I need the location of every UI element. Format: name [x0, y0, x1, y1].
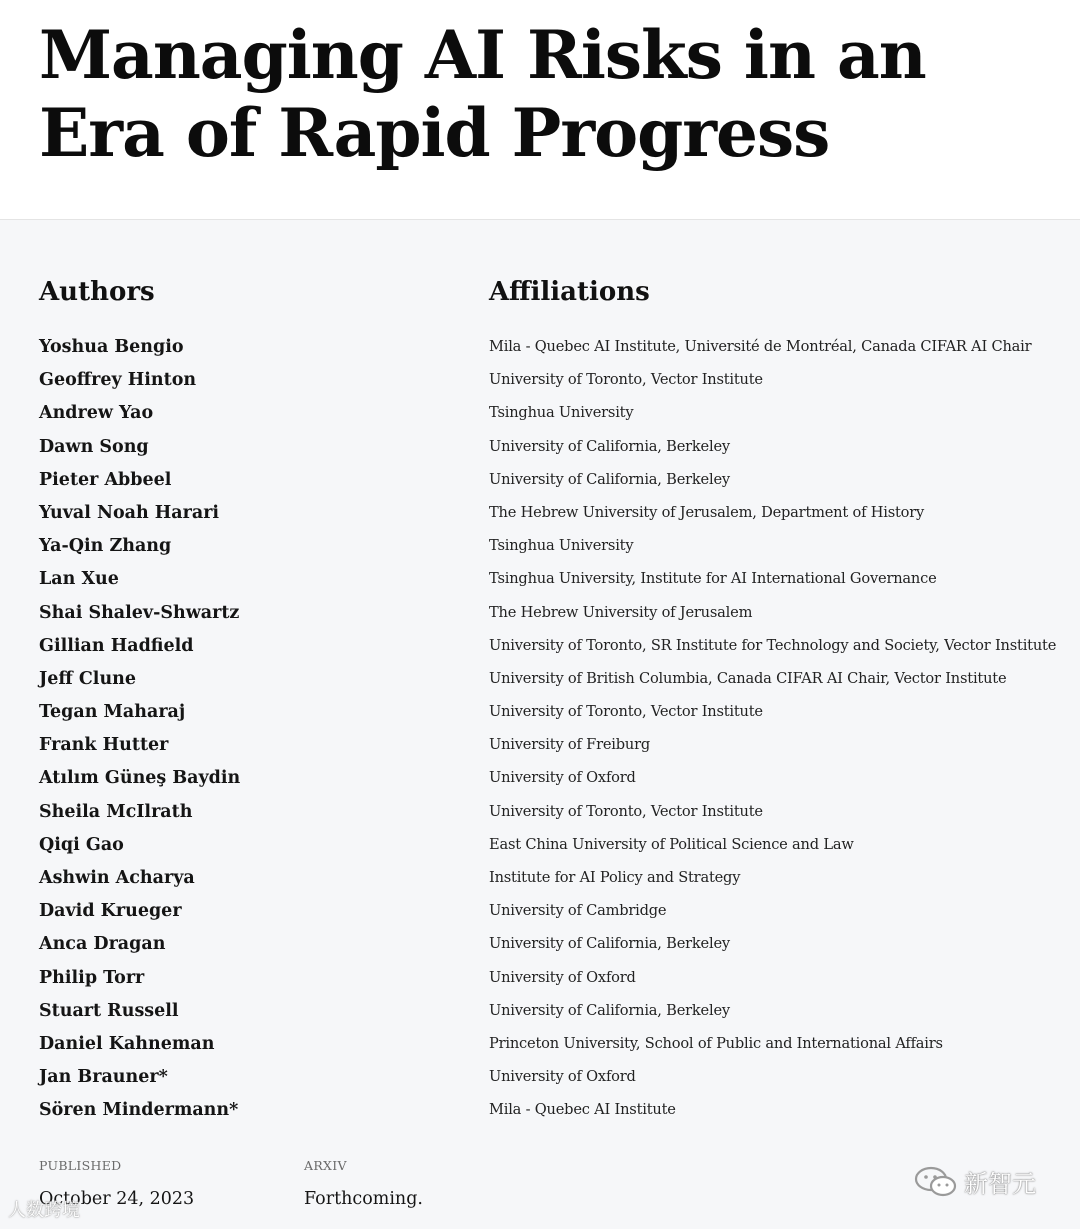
author-row [0, 501, 1080, 534]
author-affiliation: The Hebrew University of Jerusalem, Department of History [489, 503, 925, 521]
author-affiliation: University of Toronto, Vector Institute [489, 802, 763, 820]
author-affiliation: University of California, Berkeley [489, 470, 730, 488]
author-row [0, 932, 1080, 965]
author-affiliation: Mila - Quebec AI Institute [489, 1101, 676, 1119]
author-name: Shai Shalev-Shwartz [39, 602, 240, 623]
author-name: Frank Hutter [39, 735, 169, 756]
author-row [0, 1098, 1080, 1131]
author-row [0, 733, 1080, 766]
author-name: Qiqi Gao [39, 834, 124, 855]
author-list [0, 335, 1080, 1132]
author-affiliation: University of Oxford [489, 968, 636, 986]
author-row [0, 866, 1080, 899]
author-row [0, 899, 1080, 932]
watermark-right [912, 1164, 1036, 1199]
affiliations-heading: Affiliations [489, 277, 650, 307]
author-name: Tegan Maharaj [39, 702, 186, 723]
authors-heading: Authors [39, 277, 155, 307]
published-label: PUBLISHED [39, 1158, 122, 1173]
author-affiliation: University of Oxford [489, 1068, 636, 1086]
author-row [0, 966, 1080, 999]
author-name: Ya-Qin Zhang [39, 536, 172, 557]
author-affiliation: Tsinghua University [489, 537, 634, 555]
arxiv-value: Forthcoming. [304, 1189, 423, 1209]
page-title [39, 16, 1069, 172]
author-row [0, 667, 1080, 700]
author-name: Sheila McIlrath [39, 801, 193, 822]
author-row [0, 1065, 1080, 1098]
author-row [0, 435, 1080, 468]
author-name: Andrew Yao [39, 403, 154, 424]
author-affiliation: University of California, Berkeley [489, 935, 730, 953]
main-content [0, 220, 1080, 1229]
author-affiliation: The Hebrew University of Jerusalem [489, 603, 753, 621]
wechat-icon [912, 1165, 960, 1199]
author-name: Yuval Noah Harari [39, 502, 220, 523]
author-affiliation: University of Oxford [489, 769, 636, 787]
author-name: Anca Dragan [39, 934, 166, 955]
author-name: Lan Xue [39, 569, 119, 590]
author-row [0, 700, 1080, 733]
author-name: Yoshua Bengio [39, 337, 184, 357]
author-affiliation: University of Freiburg [489, 736, 651, 754]
watermark-left: 人数跨境 [8, 1200, 80, 1221]
author-affiliation: University of Toronto, SR Institute for Technology and Society, Vector Institute [489, 636, 1057, 654]
author-row [0, 999, 1080, 1032]
author-affiliation: University of California, Berkeley [489, 437, 730, 455]
author-affiliation: East China University of Political Science and Law [489, 835, 854, 853]
watermark-right-text: 新智元 [964, 1170, 1036, 1198]
author-name: Dawn Song [39, 436, 149, 457]
author-affiliation: Mila - Quebec AI Institute, Université de Montréal, Canada CIFAR AI Chair [489, 338, 1032, 355]
title-line-1: Managing AI Risks in an [39, 16, 926, 94]
author-name: Jeff Clune [39, 668, 137, 689]
author-affiliation: Princeton University, School of Public and International Affairs [489, 1034, 943, 1052]
header [0, 0, 1080, 220]
published-date: October 24, 2023 [39, 1189, 195, 1209]
author-row [0, 567, 1080, 600]
author-name: Sören Mindermann* [39, 1100, 239, 1121]
author-name: Pieter Abbeel [39, 469, 172, 490]
author-affiliation: University of California, Berkeley [489, 1001, 730, 1019]
author-affiliation: University of Toronto, Vector Institute [489, 371, 763, 389]
author-row [0, 601, 1080, 634]
author-name: Daniel Kahneman [39, 1033, 215, 1054]
author-name: Jan Brauner* [39, 1067, 168, 1088]
author-name: Stuart Russell [39, 1000, 179, 1021]
author-row [0, 468, 1080, 501]
author-row [0, 368, 1080, 401]
author-affiliation: University of British Columbia, Canada CIFAR AI Chair, Vector Institute [489, 669, 1007, 687]
author-name: David Krueger [39, 901, 182, 922]
author-affiliation: University of Cambridge [489, 902, 667, 920]
author-affiliation: Tsinghua University [489, 404, 634, 422]
author-affiliation: Institute for AI Policy and Strategy [489, 869, 741, 886]
title-line-2: Era of Rapid Progress [39, 94, 830, 172]
author-name: Philip Torr [39, 967, 145, 988]
author-row [0, 634, 1080, 667]
author-row [0, 401, 1080, 434]
author-name: Ashwin Acharya [39, 868, 195, 888]
arxiv-label: ARXIV [304, 1158, 347, 1173]
author-name: Atılım Güneş Baydin [39, 768, 241, 789]
author-row [0, 1032, 1080, 1065]
author-affiliation: Tsinghua University, Institute for AI International Governance [489, 570, 937, 588]
author-row [0, 833, 1080, 866]
author-row [0, 766, 1080, 799]
author-name: Geoffrey Hinton [39, 370, 197, 391]
author-name: Gillian Hadfield [39, 635, 194, 656]
author-row [0, 800, 1080, 833]
author-affiliation: University of Toronto, Vector Institute [489, 703, 763, 721]
author-row [0, 335, 1080, 368]
author-row [0, 534, 1080, 567]
